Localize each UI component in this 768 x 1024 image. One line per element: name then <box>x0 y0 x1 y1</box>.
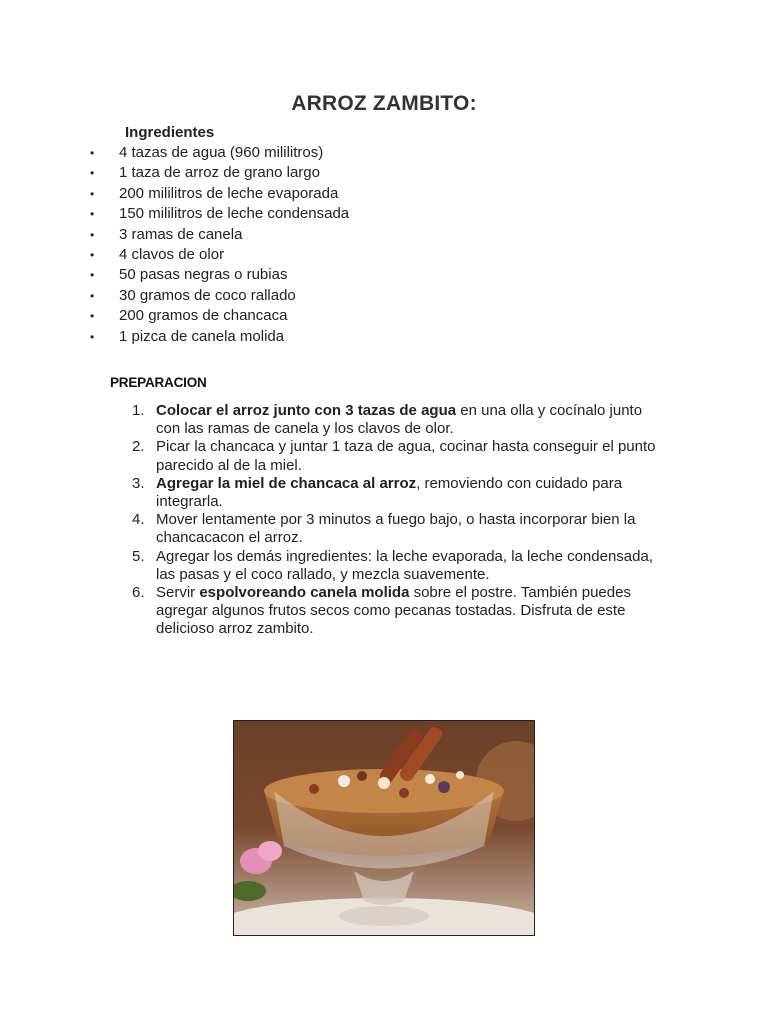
bullet: • <box>90 247 95 262</box>
page-title: ARROZ ZAMBITO: <box>291 92 477 115</box>
list-item <box>0 184 349 204</box>
ingredient-text: 1 pizca de canela molida <box>119 327 285 345</box>
bullet: • <box>90 288 95 303</box>
ingredient-text: 30 gramos de coco rallado <box>119 286 296 304</box>
ingredient-text: 4 tazas de agua (960 mililitros) <box>119 144 324 161</box>
list-item <box>0 204 349 224</box>
bullet: • <box>90 166 95 181</box>
ingredient-text: 200 mililitros de leche evaporada <box>119 184 339 202</box>
step-text: Agregar los demás ingredientes: la leche evaporada, la leche condensada, las pasas y el coco rallado, y mezcla suavemente. <box>156 547 653 583</box>
list-item <box>0 163 349 183</box>
list-item <box>0 306 349 326</box>
step-item <box>0 402 666 438</box>
step-number: 5. <box>132 547 145 565</box>
bullet: • <box>90 227 95 242</box>
step-text: Mover lentamente por 3 minutos a fuego bajo, o hasta incorporar bien la chancacacon el arroz. <box>156 511 636 547</box>
list-item <box>0 286 349 306</box>
ingredient-text: 150 mililitros de leche condensada <box>119 205 350 223</box>
step-number: 4. <box>132 511 145 529</box>
bullet: • <box>90 146 95 160</box>
dessert-photo-illustration <box>234 721 534 935</box>
step-text: en una olla y cocínalo junto con las ramas de canela y los clavos de olor. <box>156 402 643 438</box>
step-text: sobre el postre. También puedes agregar algunos frutos secos como pecanas tostadas. Disfruta de este delicioso arroz zambito. <box>156 584 631 638</box>
list-item <box>0 265 349 285</box>
dessert-photo <box>233 720 535 936</box>
step-text: Picar la chancaca y juntar 1 taza de agua, cocinar hasta conseguir el punto parecido al de la miel. <box>156 438 656 474</box>
bullet: • <box>90 186 95 201</box>
step-text: , removiendo con cuidado para integrarla. <box>156 474 623 511</box>
preparation-heading: PREPARACION <box>110 375 207 390</box>
list-item <box>0 143 349 163</box>
list-item <box>0 245 349 265</box>
step-number: 3. <box>132 474 145 492</box>
ingredient-text: 1 taza de arroz de grano largo <box>119 164 320 182</box>
bullet: • <box>90 207 95 222</box>
ingredients-list <box>0 143 349 347</box>
step-item <box>0 438 666 474</box>
bullet: • <box>90 268 95 283</box>
step-item <box>0 475 666 511</box>
ingredient-text: 50 pasas negras o rubias <box>119 266 288 284</box>
step-number: 1. <box>132 402 145 419</box>
preparation-steps <box>0 402 768 639</box>
step-number: 6. <box>132 584 145 602</box>
ingredient-text: 4 clavos de olor <box>119 245 225 263</box>
ingredients-heading: Ingredientes <box>125 124 215 141</box>
ingredient-text: 200 gramos de chancaca <box>119 307 288 325</box>
ingredient-text: 3 ramas de canela <box>119 225 243 243</box>
bullet: • <box>90 329 95 344</box>
step-item <box>0 548 666 584</box>
step-bold-text: espolvoreando canela molida <box>199 584 410 602</box>
step-bold-text: Colocar el arroz junto con 3 tazas de agua <box>156 402 457 419</box>
step-item <box>0 511 666 547</box>
step-text: Servir <box>156 584 200 602</box>
list-item <box>0 225 349 245</box>
step-item <box>0 584 666 639</box>
list-item <box>0 327 349 347</box>
step-bold-text: Agregar la miel de chancaca al arroz <box>156 474 417 492</box>
step-number: 2. <box>132 438 145 456</box>
bullet: • <box>90 309 95 324</box>
